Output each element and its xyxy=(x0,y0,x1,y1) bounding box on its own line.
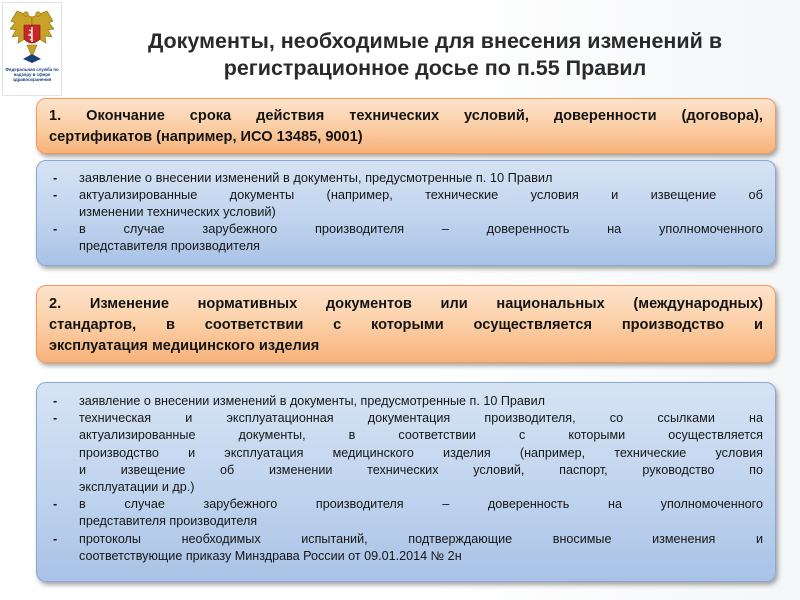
section2-documents-box xyxy=(36,382,776,582)
list-item-text: актуализированные документы (например, технические условия и извещение об xyxy=(79,187,763,202)
list-item-text: протоколы необходимых испытаний, подтверждающие вносимые изменения и xyxy=(79,531,763,546)
dash-bullet: - xyxy=(53,187,58,202)
dash-bullet: - xyxy=(53,497,58,512)
eagle-emblem-icon xyxy=(9,7,55,65)
list-item-text: представителя производителя xyxy=(79,514,258,529)
section1-heading-box xyxy=(36,98,776,154)
list-item-text: в случае зарубежного производителя – доверенность на уполномоченного xyxy=(79,497,763,512)
logo-caption: Федеральная служба по надзору в сфере здравоохранения xyxy=(5,67,59,82)
dash-bullet: - xyxy=(53,170,58,185)
list-item xyxy=(47,531,763,565)
list-item xyxy=(47,496,763,530)
title-line-1: Документы, необходимые для внесения изменений в xyxy=(147,29,723,53)
list-item xyxy=(47,186,763,220)
list-item xyxy=(47,220,763,254)
section2-documents-list xyxy=(47,393,763,565)
section1-heading xyxy=(49,106,763,148)
agency-logo xyxy=(2,2,62,96)
section1-heading-line-2: сертификатов (например, ИСО 13485, 9001) xyxy=(49,129,363,145)
section2-heading-box xyxy=(36,285,776,363)
list-item xyxy=(47,393,763,410)
section2-heading xyxy=(49,294,763,357)
section1-documents-box xyxy=(36,160,776,266)
dash-bullet: - xyxy=(53,394,58,408)
dash-bullet: - xyxy=(53,411,58,426)
list-item xyxy=(47,410,763,496)
list-item-text: изменении технических условий) xyxy=(79,204,276,219)
section2-heading-line-1: 2. Изменение нормативных документов или национальных (международных) xyxy=(49,296,763,312)
section1-heading-line-1: 1. Окончание срока действия технических условий, доверенности (договора), xyxy=(49,108,763,124)
list-item-text: актуализированные документы, в соответствии с которыми осуществляется xyxy=(79,428,763,443)
list-item-text: заявление о внесении изменений в документы, предусмотренные п. 10 Правил xyxy=(79,170,553,185)
list-item-text: эксплуатации и др.) xyxy=(79,480,195,495)
section1-documents-list xyxy=(47,169,763,254)
list-item xyxy=(47,169,763,186)
list-item-text: заявление о внесении изменений в документы, предусмотренные п. 10 Правил xyxy=(79,394,545,408)
list-item-text: в случае зарубежного производителя – доверенность на уполномоченного xyxy=(79,221,763,236)
title-line-2: регистрационное досье по п.55 Правил xyxy=(223,56,647,80)
section2-heading-line-2: стандартов, в соответствии с которыми осуществляется производство и xyxy=(49,317,763,333)
list-item-text: производство и эксплуатация медицинского изделия (например, технические условия xyxy=(79,445,763,460)
dash-bullet: - xyxy=(53,531,58,546)
list-item-text: соответствующие приказу Минздрава России от 09.01.2014 № 2н xyxy=(79,548,462,563)
list-item-text: представителя производителя xyxy=(79,238,260,253)
page-title xyxy=(100,28,770,82)
list-item-text: техническая и эксплуатационная документация производителя, со ссылками на xyxy=(79,411,763,426)
list-item-text: и извещение об изменении технических условий, паспорт, руководство по xyxy=(79,462,763,477)
dash-bullet: - xyxy=(53,221,58,236)
section2-heading-line-3: эксплуатация медицинского изделия xyxy=(49,338,320,354)
